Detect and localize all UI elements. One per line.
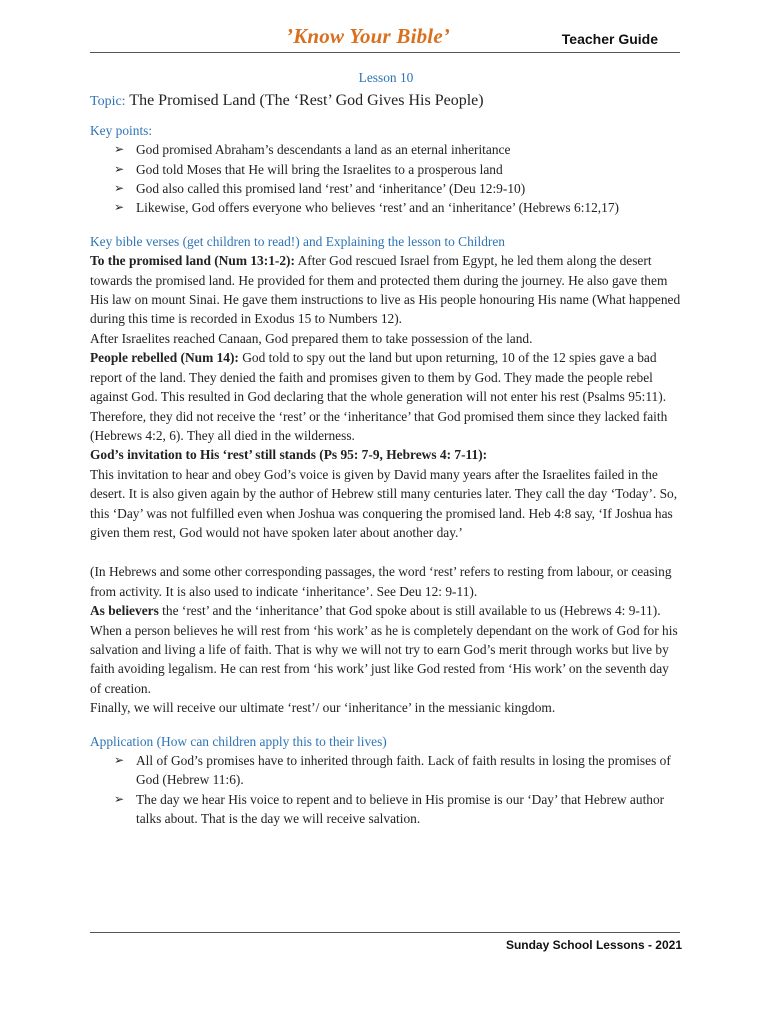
topic-line — [90, 91, 682, 111]
lesson-content — [90, 68, 682, 829]
topic-text: The Promised Land (The ‘Rest’ God Gives His People) — [129, 92, 484, 110]
list-item — [114, 160, 682, 179]
lesson-number: Lesson 10 — [358, 70, 414, 85]
paragraph-canaan: After Israelites reached Canaan, God prepared them to take possession of the land. — [90, 330, 533, 346]
list-item-text: The day we hear His voice to repent and to believe in His promise is our ‘Day’ that Hebrew author talks about. That is the day we will receive salvation. — [136, 791, 665, 827]
paragraph-believers — [90, 601, 682, 698]
list-item — [114, 751, 682, 790]
arrow-bullet-icon: ➢ — [114, 161, 125, 176]
topic-label: Topic: — [90, 94, 126, 110]
list-item-text: God promised Abraham’s descendants a land as an eternal inheritance — [136, 142, 511, 158]
application-list — [90, 751, 682, 829]
list-item — [114, 179, 682, 198]
paragraph-rest-meaning: (In Hebrews and some other corresponding passages, the word ‘rest’ refers to resting from labour, or ceasing from activity. It is also used to indicate ‘inheritance’. See Deu 12: 9-11). — [90, 564, 672, 599]
paragraph-heading: God’s invitation to His ‘rest’ still stands (Ps 95: 7-9, Hebrews 4: 7-11): — [90, 447, 488, 463]
arrow-bullet-icon: ➢ — [114, 200, 125, 215]
paragraph-text: God told to spy out the land but upon returning, 10 of the 12 spies gave a bad report of the land. They denied the faith and promises given to them by God. They made the people rebel against God. This resulted in God declaring that the whole generation will not enter his rest (Psalms 95:11). Therefore, they did not receive the ‘rest’ or the ‘inheritance’ that God promised them since they lacked faith (Hebrews 4:2, 6). They all died in the wilderness. — [90, 350, 668, 443]
list-item — [114, 790, 682, 829]
list-item-text: God also called this promised land ‘rest’ and ‘inheritance’ (Deu 12:9-10) — [136, 181, 526, 197]
list-item — [114, 198, 682, 217]
paragraph-heading: People rebelled (Num 14): — [90, 350, 239, 366]
header-divider — [90, 52, 680, 53]
paragraph-rebelled — [90, 348, 682, 445]
paragraph-heading: To the promised land (Num 13:1-2): — [90, 253, 295, 269]
list-item-text: God told Moses that He will bring the Israelites to a prosperous land — [136, 161, 503, 177]
page-header — [90, 24, 680, 52]
footer-divider — [90, 932, 680, 933]
arrow-bullet-icon: ➢ — [114, 142, 125, 157]
document-title: ’Know Your Bible’ — [286, 24, 451, 48]
key-points-heading: Key points: — [90, 122, 153, 138]
arrow-bullet-icon: ➢ — [114, 791, 125, 806]
list-item-text: Likewise, God offers everyone who believes ‘rest’ and an ‘inheritance’ (Hebrews 6:12,17) — [136, 200, 619, 216]
application-heading: Application (How can children apply this to their lives) — [90, 733, 387, 749]
paragraph-promised-land — [90, 251, 682, 329]
header-guide-label: Teacher Guide — [561, 31, 658, 47]
verses-heading: Key bible verses (get children to read!) and Explaining the lesson to Children — [90, 233, 505, 249]
arrow-bullet-icon: ➢ — [114, 753, 125, 767]
paragraph-finally: Finally, we will receive our ultimate ‘rest’/ our ‘inheritance’ in the messianic kingdom. — [90, 700, 556, 716]
arrow-bullet-icon: ➢ — [114, 181, 125, 196]
key-points-list — [90, 140, 682, 218]
paragraph-invitation: This invitation to hear and obey God’s voice is given by David many years after the Israelites failed in the desert. It is also given again by the author of Hebrew still many centuries later. They call the day ‘Today’. So, this ‘Day’ was not fulfilled even when Joshua was conquering the promised land. Heb 4:8 say, ‘If Joshua has given them rest, God would not have spoken later about another day.’ — [90, 466, 678, 540]
list-item — [114, 140, 682, 159]
paragraph-text: the ‘rest’ and the ‘inheritance’ that God spoke about is still available to us (Hebrews 4: 9-11). When a person believes he will rest from ‘his work’ as he is completely dependant on the work of God for his salvation and living a life of faith. That is why we will not try to earn God’s merit through works but live by faith avoiding legalism. He can rest from ‘his work’ just like God rested from ‘His work’ on the seventh day of creation. — [90, 603, 678, 696]
list-item-text: All of God’s promises have to inherited through faith. Lack of faith results in losing the promises of God (Hebrew 11:6). — [136, 753, 671, 788]
paragraph-text: After God rescued Israel from Egypt, he led them along the desert towards the promised land. He provided for them and protected them during the journey. He also gave them His law on mount Sinai. He gave them instructions to live as His people honouring His name (What happened during this time is recorded in Exodus 15 to Numbers 12). — [90, 253, 681, 327]
page-footer: Sunday School Lessons - 2021 — [505, 938, 682, 952]
paragraph-heading: As believers — [90, 603, 159, 619]
paragraph-invitation-heading — [90, 445, 682, 464]
